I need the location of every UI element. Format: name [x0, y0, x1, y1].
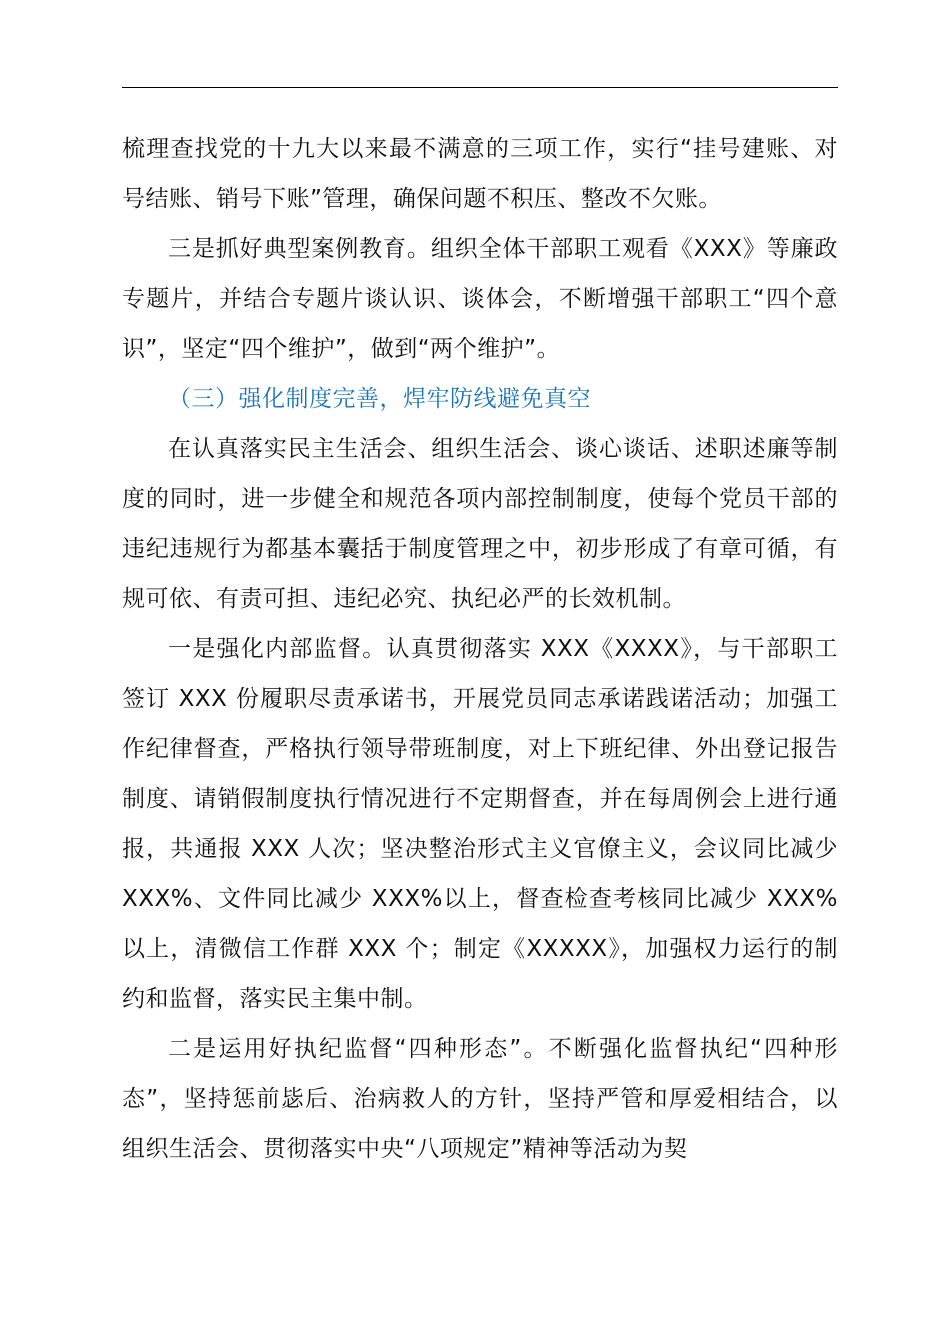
header-rule	[122, 87, 838, 88]
paragraph-system-improvement: 在认真落实民主生活会、组织生活会、谈心谈话、述职述廉等制度的同时，进一步健全和规范各项内部控制制度，使每个党员干部的违纪违规行为都基本囊括于制度管理之中，初步形成了有章可循，有规可依、有责可担、违纪必究、执纪必严的长效机制。	[122, 436, 838, 612]
paragraph-four-forms: 二是运用好执纪监督“四种形态”。不断强化监督执纪“四种形态”，坚持惩前毖后、治病救人的方针，坚持严管和厚爱相结合，以组织生活会、贯彻落实中央“八项规定”精神等活动为契	[122, 1036, 838, 1162]
paragraph-internal-supervision: 一是强化内部监督。认真贯彻落实 XXX《XXXX》，与干部职工签订 XXX 份履职尽责承诺书，开展党员同志承诺践诺活动；加强工作纪律督查，严格执行领导带班制度，对上下班纪律、外出登记报告制度、请销假制度执行情况进行不定期督查，并在每周例会上进行通报，共通报 XXX 人次；坚决整治形式主义官僚主义，会议同比减少 XXX%、文件同比减少 XXX%以上，督查检查考核同比减少 XXX%以上，清微信工作群 XXX 个；制定《XXXXX》，加强权力运行的制约和监督，落实民主集中制。	[122, 636, 838, 1012]
section-heading-3: （三）强化制度完善，焊牢防线避免真空	[168, 386, 591, 412]
document-body	[122, 124, 838, 1174]
paragraph-case-education: 三是抓好典型案例教育。组织全体干部职工观看《XXX》等廉政专题片，并结合专题片谈认识、谈体会，不断增强干部职工“四个意识”，坚定“四个维护”，做到“两个维护”。	[122, 236, 838, 362]
paragraph-continuation: 梳理查找党的十九大以来最不满意的三项工作，实行“挂号建账、对号结账、销号下账”管理，确保问题不积压、整改不欠账。	[122, 136, 838, 212]
